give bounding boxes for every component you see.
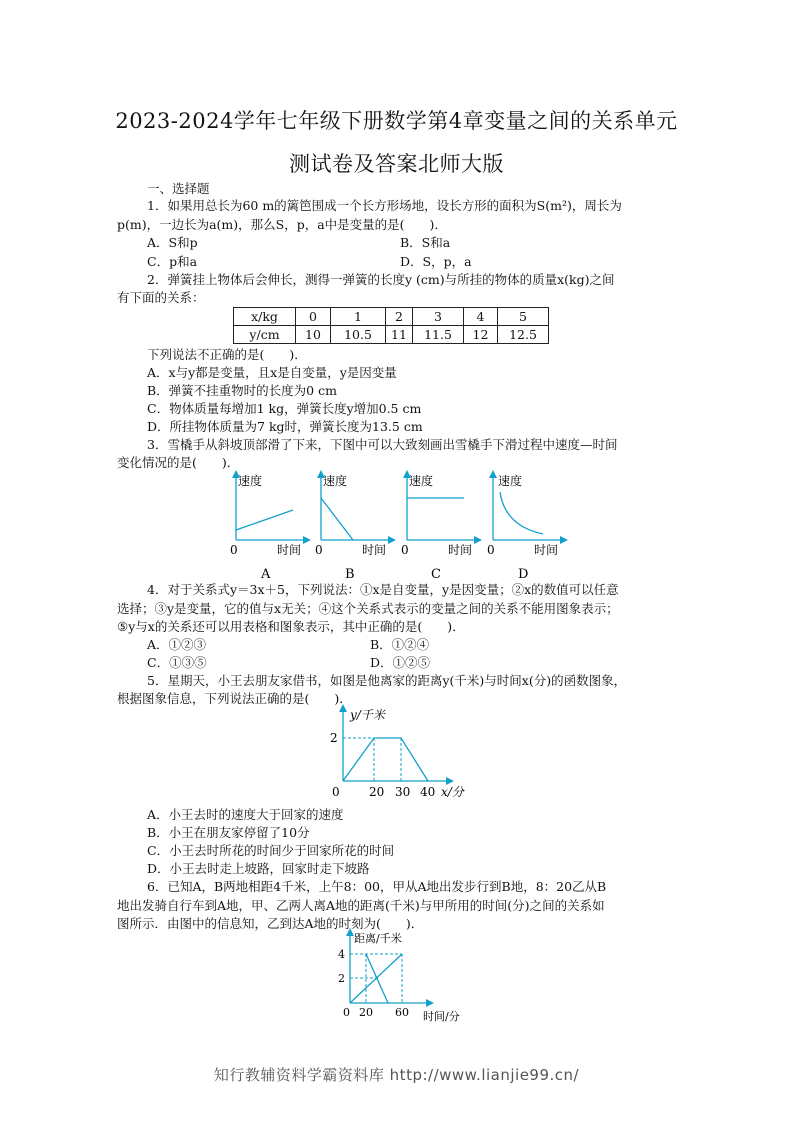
table-cell: 1 xyxy=(331,308,386,326)
table-cell: 12 xyxy=(464,326,498,344)
q1-stem-1: 1．如果用总长为60 m的篱笆围成一个长方形场地，设长方形的面积为S(m²)，周长为 xyxy=(147,198,622,213)
q4-option-b: B．①②④ xyxy=(370,637,430,652)
q5-y-tick: 2 xyxy=(330,731,338,745)
q2-prompt: 下列说法不正确的是( )． xyxy=(147,347,307,362)
table-cell: 11 xyxy=(386,326,413,344)
q4-stem-1: 4．对于关系式y＝3x＋5，下列说法：①x是自变量，y是因变量；②x的数值可以任意 xyxy=(147,582,619,597)
q4-option-c: C．①③⑤ xyxy=(147,655,207,670)
q2-stem-1: 2．弹簧挂上物体后会伸长，测得一弹簧的长度y (cm)与所挂的物体的质量x(kg)之间 xyxy=(147,272,615,287)
q6-x-tick-20: 20 xyxy=(359,1006,373,1019)
graph-c-ylabel: 速度 xyxy=(409,474,434,488)
q5-option-b: B．小王在朋友家停留了10分 xyxy=(147,825,310,840)
title-line-1: 2023-2024学年七年级下册数学第4章变量之间的关系单元 xyxy=(115,109,678,133)
q6-stem-3: 图所示．由图中的信息知，乙到达A地的时刻为( )． xyxy=(117,916,424,931)
q5-x-tick-40: 40 xyxy=(420,785,436,799)
q6-y-tick-4: 4 xyxy=(338,948,345,961)
spring-data-table xyxy=(233,307,549,344)
q6-origin: 0 xyxy=(343,1006,350,1019)
table-cell: 10.5 xyxy=(331,326,386,344)
q5-x-tick-20: 20 xyxy=(369,785,385,799)
table-row xyxy=(234,326,549,344)
graph-a-ylabel: 速度 xyxy=(238,474,263,488)
graph-d-letter: D xyxy=(518,567,529,580)
q5-xlabel: x/分 xyxy=(441,785,464,799)
q3-stem-2: 变化情况的是( )． xyxy=(117,455,240,470)
graph-a-xlabel: 时间 xyxy=(277,543,302,557)
table-cell: y/cm xyxy=(234,326,296,344)
q5-stem-2: 根据图象信息，下列说法正确的是( )． xyxy=(117,691,352,706)
graph-d-xlabel: 时间 xyxy=(534,543,559,557)
graph-a-letter: A xyxy=(261,567,271,580)
graph-a xyxy=(230,473,307,580)
graph-b-xlabel: 时间 xyxy=(362,543,387,557)
graph-c xyxy=(401,473,478,580)
graph-d-ylabel: 速度 xyxy=(498,474,523,488)
q1-option-c: C．p和a xyxy=(147,254,198,269)
q4-stem-2: 选择；③y是变量，它的值与x无关；④这个关系式表示的变量之间的关系不能用图象表示； xyxy=(117,601,619,616)
table-cell: 0 xyxy=(296,308,331,326)
q6-distance-time-graph xyxy=(330,928,470,1023)
q5-origin: 0 xyxy=(332,785,340,799)
q5-option-c: C．小王去时所花的时间少于回家所花的时间 xyxy=(147,843,395,858)
graph-a-origin: 0 xyxy=(230,543,238,557)
q1-option-b: B．S和a xyxy=(400,235,451,250)
q3-speed-time-graphs xyxy=(225,470,575,580)
q6-x-tick-60: 60 xyxy=(395,1006,409,1019)
table-row xyxy=(234,308,549,326)
section-heading: 一、选择题 xyxy=(147,181,210,196)
footer-watermark: 知行教辅资料学霸资料库 http://www.lianjie99.cn/ xyxy=(213,1066,580,1084)
q2-option-a: A．x与y都是变量，且x是自变量，y是因变量 xyxy=(147,365,397,380)
table-cell: 5 xyxy=(498,308,549,326)
q6-stem-1: 6．已知A，B两地相距4千米，上午8：00，甲从A地出发步行到B地，8：20乙从B xyxy=(147,879,607,894)
q5-option-a: A．小王去时的速度大于回家的速度 xyxy=(147,807,344,822)
table-cell: 4 xyxy=(464,308,498,326)
table-cell: 12.5 xyxy=(498,326,549,344)
q4-option-d: D．①②⑤ xyxy=(370,655,431,670)
q4-stem-3: ⑤y与x的关系还可以用表格和图象表示，其中正确的是( )． xyxy=(117,619,465,634)
graph-b xyxy=(315,473,392,580)
q2-stem-2: 有下面的关系： xyxy=(117,290,205,305)
q5-ylabel: y/千米 xyxy=(350,708,385,722)
q2-option-c: C．物体质量每增加1 kg，弹簧长度y增加0.5 cm xyxy=(147,401,422,416)
q6-y-tick-2: 2 xyxy=(338,972,345,985)
q6-ylabel: 距离/千米 xyxy=(354,932,402,945)
q1-option-d: D．S，p，a xyxy=(400,254,472,269)
graph-d-origin: 0 xyxy=(487,543,495,557)
graph-d xyxy=(487,473,564,580)
graph-b-ylabel: 速度 xyxy=(323,474,348,488)
graph-c-origin: 0 xyxy=(401,543,409,557)
q1-option-a: A．S和p xyxy=(147,235,198,250)
table-cell: 2 xyxy=(386,308,413,326)
graph-c-letter: C xyxy=(431,567,441,580)
graph-b-letter: B xyxy=(345,567,355,580)
q4-option-a: A．①②③ xyxy=(147,637,207,652)
graph-c-xlabel: 时间 xyxy=(448,543,473,557)
q2-option-b: B．弹簧不挂重物时的长度为0 cm xyxy=(147,383,337,398)
q5-distance-time-graph xyxy=(320,703,480,803)
table-cell: 10 xyxy=(296,326,331,344)
q6-stem-2: 地出发骑自行车到A地，甲、乙两人离A地的距离(千米)与甲所用的时间(分)之间的关系如 xyxy=(117,898,605,913)
q5-option-d: D．小王去时走上坡路，回家时走下坡路 xyxy=(147,861,370,876)
q3-stem-1: 3．雪橇手从斜坡顶部滑了下来，下图中可以大致刻画出雪橇手下滑过程中速度—时间 xyxy=(147,437,618,452)
table-cell: 11.5 xyxy=(413,326,464,344)
q2-option-d: D．所挂物体质量为7 kg时，弹簧长度为13.5 cm xyxy=(147,419,423,434)
q6-xlabel: 时间/分 xyxy=(423,1010,460,1023)
table-cell: x/kg xyxy=(234,308,296,326)
q5-stem-1: 5．星期天，小王去朋友家借书，如图是他离家的距离y(千米)与时间x(分)的函数图象， xyxy=(147,673,627,688)
graph-b-origin: 0 xyxy=(315,543,323,557)
table-cell: 3 xyxy=(413,308,464,326)
q5-x-tick-30: 30 xyxy=(395,785,411,799)
title-line-2: 测试卷及答案北师大版 xyxy=(289,152,504,176)
q1-stem-2: p(m)，一边长为a(m)，那么S，p，a中是变量的是( )． xyxy=(117,217,447,232)
